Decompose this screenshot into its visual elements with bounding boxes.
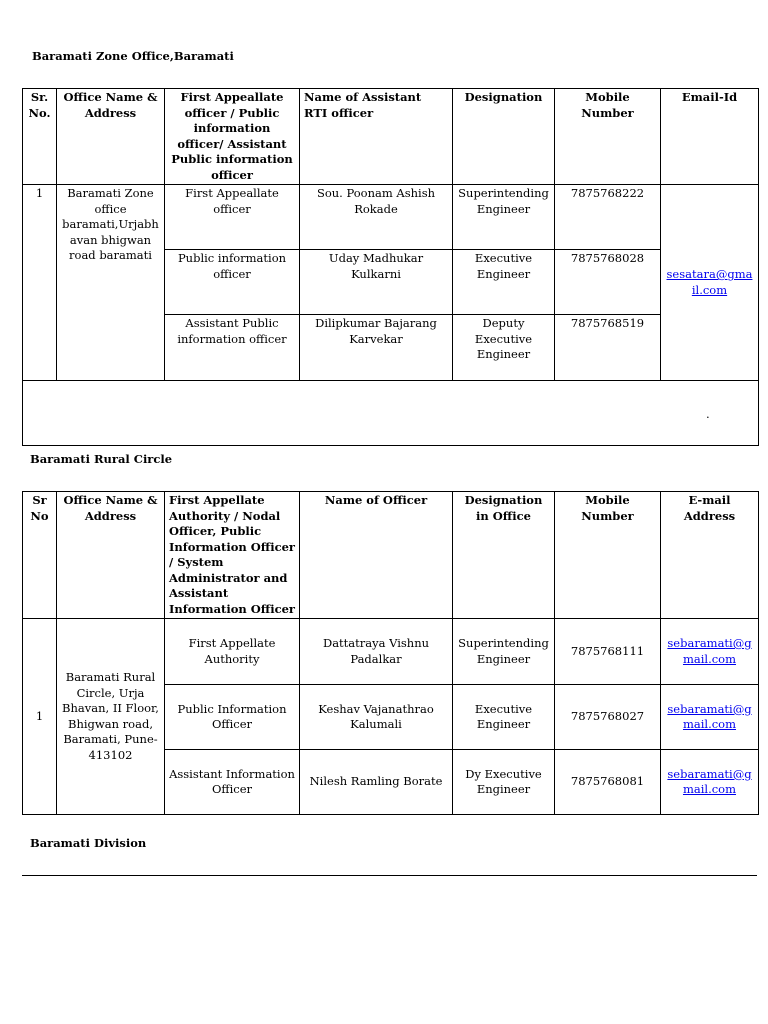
officer-designation: Deputy Executive Engineer	[453, 315, 555, 381]
circle-header-row	[23, 492, 759, 619]
email-cell	[661, 185, 759, 381]
header-email: E-mail Address	[661, 492, 759, 619]
officer-name: Uday Madhukar Kulkarni	[300, 250, 453, 315]
circle-table	[22, 491, 759, 815]
header-office: Office Name & Address	[57, 89, 165, 185]
header-officer-name: Name of Officer	[300, 492, 453, 619]
header-sr: Sr No	[23, 492, 57, 619]
officer-designation: Superintending Engineer	[453, 185, 555, 250]
officer-mobile: 7875768028	[555, 250, 661, 315]
email-cell	[661, 619, 759, 685]
officer-role: Assistant Public information officer	[165, 315, 300, 381]
officer-mobile: 7875768027	[555, 685, 661, 750]
header-mobile: Mobile Number	[555, 89, 661, 185]
circle-heading: Baramati Rural Circle	[30, 452, 173, 466]
officer-designation: Executive Engineer	[453, 250, 555, 315]
sr-number: 1	[23, 185, 57, 381]
office-address: Baramati Rural Circle, Urja Bhavan, II Floor, Bhigwan road, Baramati, Pune-413102	[57, 619, 165, 815]
officer-name: Nilesh Ramling Borate	[300, 750, 453, 815]
email-link[interactable]: sebaramati@gmail.com	[667, 766, 752, 796]
officer-mobile: 7875768111	[555, 619, 661, 685]
officer-designation: Executive Engineer	[453, 685, 555, 750]
office-address: Baramati Zone office baramati,Urjabh avan bhigwan road baramati	[57, 185, 165, 381]
officer-name: Keshav Vajanathrao Kalumali	[300, 685, 453, 750]
header-role: First Appellate Authority / Nodal Officer, Public Information Officer / System Administrator and Assistant Information Officer	[165, 492, 300, 619]
email-link[interactable]: sebaramati@gmail.com	[667, 636, 752, 666]
email-link[interactable]: sebaramati@gmail.com	[667, 701, 752, 731]
division-divider	[22, 875, 757, 876]
table-row	[23, 185, 759, 250]
email-cell	[661, 750, 759, 815]
header-office: Office Name & Address	[57, 492, 165, 619]
officer-role: Public Information Officer	[165, 685, 300, 750]
officer-role: First Appellate Authority	[165, 619, 300, 685]
sr-number: 1	[23, 619, 57, 815]
zone-header-row	[23, 89, 759, 185]
header-mobile: Mobile Number	[555, 492, 661, 619]
empty-footer-cell	[23, 381, 759, 446]
zone-table	[22, 88, 759, 446]
officer-mobile: 7875768222	[555, 185, 661, 250]
officer-mobile: 7875768519	[555, 315, 661, 381]
officer-designation: Superintending Engineer	[453, 619, 555, 685]
header-sr: Sr. No.	[23, 89, 57, 185]
header-designation: Designation in Office	[453, 492, 555, 619]
officer-role: First Appeallate officer	[165, 185, 300, 250]
officer-name: Dattatraya Vishnu Padalkar	[300, 619, 453, 685]
table-row	[23, 619, 759, 685]
officer-name: Sou. Poonam Ashish Rokade	[300, 185, 453, 250]
officer-mobile: 7875768081	[555, 750, 661, 815]
zone-heading: Baramati Zone Office,Baramati	[32, 49, 234, 63]
header-officer-name: Name of Assistant RTI officer	[300, 89, 453, 185]
officer-designation: Dy Executive Engineer	[453, 750, 555, 815]
footer-dot: .	[706, 407, 710, 421]
empty-footer-row	[23, 381, 759, 446]
header-role: First Appeallate officer / Public information officer/ Assistant Public information officer	[165, 89, 300, 185]
email-link[interactable]: sesatara@gmail.com	[666, 267, 753, 297]
email-cell	[661, 685, 759, 750]
officer-name: Dilipkumar Bajarang Karvekar	[300, 315, 453, 381]
division-heading: Baramati Division	[30, 836, 147, 850]
header-email: Email-Id	[661, 89, 759, 185]
officer-role: Assistant Information Officer	[165, 750, 300, 815]
header-designation: Designation	[453, 89, 555, 185]
officer-role: Public information officer	[165, 250, 300, 315]
